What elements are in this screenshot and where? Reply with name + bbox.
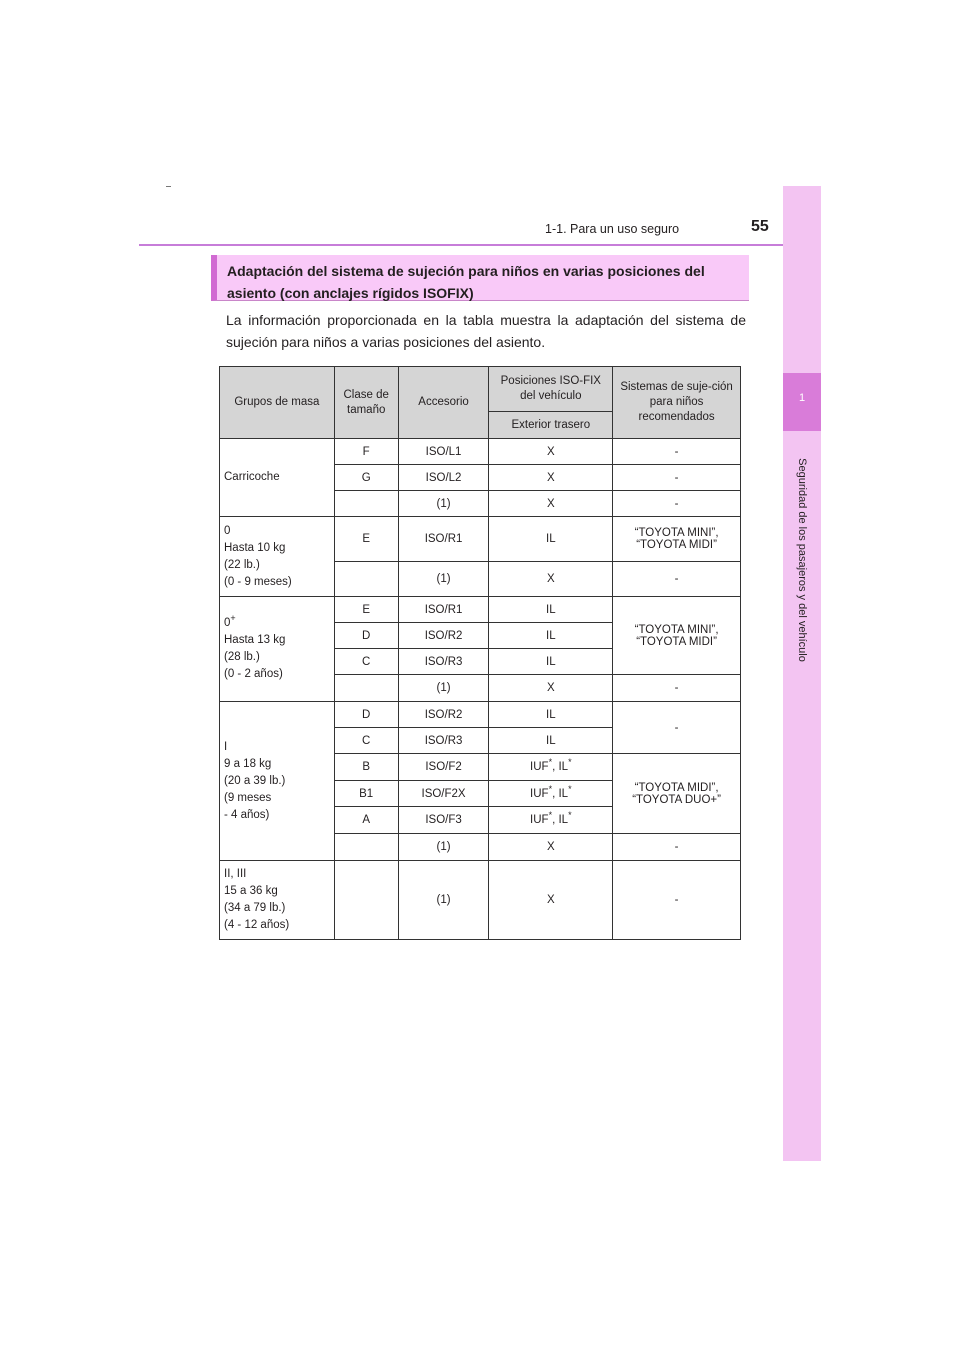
mass-group-cell: 0+ Hasta 13 kg (28 lb.) (0 - 2 años) [220,597,335,702]
recommended-cell: - [613,562,741,597]
chapter-title: Seguridad de los pasajeros y del vehículo [796,458,808,662]
accessory-cell: (1) [398,834,489,861]
rear-outboard-cell: IUF*, IL* [489,781,613,807]
rear-outboard-cell: IUF*, IL* [489,807,613,834]
accessory-cell: (1) [398,491,489,517]
accessory-cell: ISO/L2 [398,465,489,491]
size-class-cell: E [334,517,398,562]
recommended-cell: - [613,491,741,517]
isofix-suitability-table [219,366,741,940]
header-size-class: Clase de tamaño [334,367,398,439]
rear-outboard-cell: X [489,491,613,517]
size-class-cell: D [334,702,398,728]
accessory-cell: ISO/R2 [398,702,489,728]
mass-group-cell: II, III 15 a 36 kg (34 a 79 lb.) (4 - 12 años) [220,861,335,940]
side-tab [783,186,821,1161]
accessory-cell: ISO/F2 [398,754,489,781]
rear-outboard-cell: X [489,439,613,465]
size-class-cell: C [334,649,398,675]
accessory-cell: (1) [398,675,489,702]
header-rear-outboard: Exterior trasero [489,412,613,439]
header-isofix-positions: Posiciones ISO-FIX del vehículo [489,367,613,412]
recommended-cell: - [613,439,741,465]
mass-group-cell: I 9 a 18 kg (20 a 39 lb.) (9 meses - 4 años) [220,702,335,861]
header-mass-group: Grupos de masa [220,367,335,439]
header-rule [139,244,820,246]
size-class-cell: C [334,728,398,754]
size-class-cell: E [334,597,398,623]
rear-outboard-cell: IL [489,623,613,649]
section-heading: Adaptación del sistema de sujeción para niños en varias posiciones del asiento (con anclajes rígidos ISOFIX) [211,255,749,301]
accessory-cell: ISO/L1 [398,439,489,465]
header-accessory: Accesorio [398,367,489,439]
size-class-cell [334,861,398,940]
recommended-cell: - [613,675,741,702]
size-class-cell: A [334,807,398,834]
recommended-cell: “TOYOTA MINI”, “TOYOTA MIDI” [613,597,741,675]
size-class-cell [334,675,398,702]
size-class-cell [334,491,398,517]
recommended-cell: - [613,861,741,940]
size-class-cell [334,562,398,597]
recommended-cell: “TOYOTA MIDI”, “TOYOTA DUO+” [613,754,741,834]
rear-outboard-cell: IL [489,728,613,754]
accessory-cell: ISO/R3 [398,728,489,754]
rear-outboard-cell: X [489,465,613,491]
recommended-cell: “TOYOTA MINI”, “TOYOTA MIDI” [613,517,741,562]
accessory-cell: ISO/R2 [398,623,489,649]
chapter-number: 1 [798,392,806,404]
size-class-cell: D [334,623,398,649]
size-class-cell [334,834,398,861]
rear-outboard-cell: IL [489,702,613,728]
size-class-cell: G [334,465,398,491]
rear-outboard-cell: IL [489,597,613,623]
intro-paragraph: La información proporcionada en la tabla muestra la adaptación del sistema de sujeción para niños a varias posiciones del asiento. [226,312,746,350]
recommended-cell: - [613,834,741,861]
accessory-cell: ISO/F2X [398,781,489,807]
size-class-cell: B [334,754,398,781]
rear-outboard-cell: X [489,675,613,702]
rear-outboard-cell: X [489,834,613,861]
recommended-cell: - [613,465,741,491]
section-label: 1-1. Para un uso seguro [545,222,680,236]
mass-group-cell: Carricoche [220,439,335,517]
rear-outboard-cell: X [489,562,613,597]
mass-group-cell: 0 Hasta 10 kg (22 lb.) (0 - 9 meses) [220,517,335,597]
recommended-cell: - [613,702,741,754]
accessory-cell: (1) [398,562,489,597]
size-class-cell: F [334,439,398,465]
accessory-cell: ISO/R1 [398,517,489,562]
accessory-cell: (1) [398,861,489,940]
rear-outboard-cell: X [489,861,613,940]
rear-outboard-cell: IUF*, IL* [489,754,613,781]
page-number: 55 [751,218,769,235]
crop-mark [166,186,171,187]
accessory-cell: ISO/R3 [398,649,489,675]
header-recommended: Sistemas de suje-ción para niños recomendados [613,367,741,439]
rear-outboard-cell: IL [489,649,613,675]
size-class-cell: B1 [334,781,398,807]
accessory-cell: ISO/R1 [398,597,489,623]
rear-outboard-cell: IL [489,517,613,562]
accessory-cell: ISO/F3 [398,807,489,834]
